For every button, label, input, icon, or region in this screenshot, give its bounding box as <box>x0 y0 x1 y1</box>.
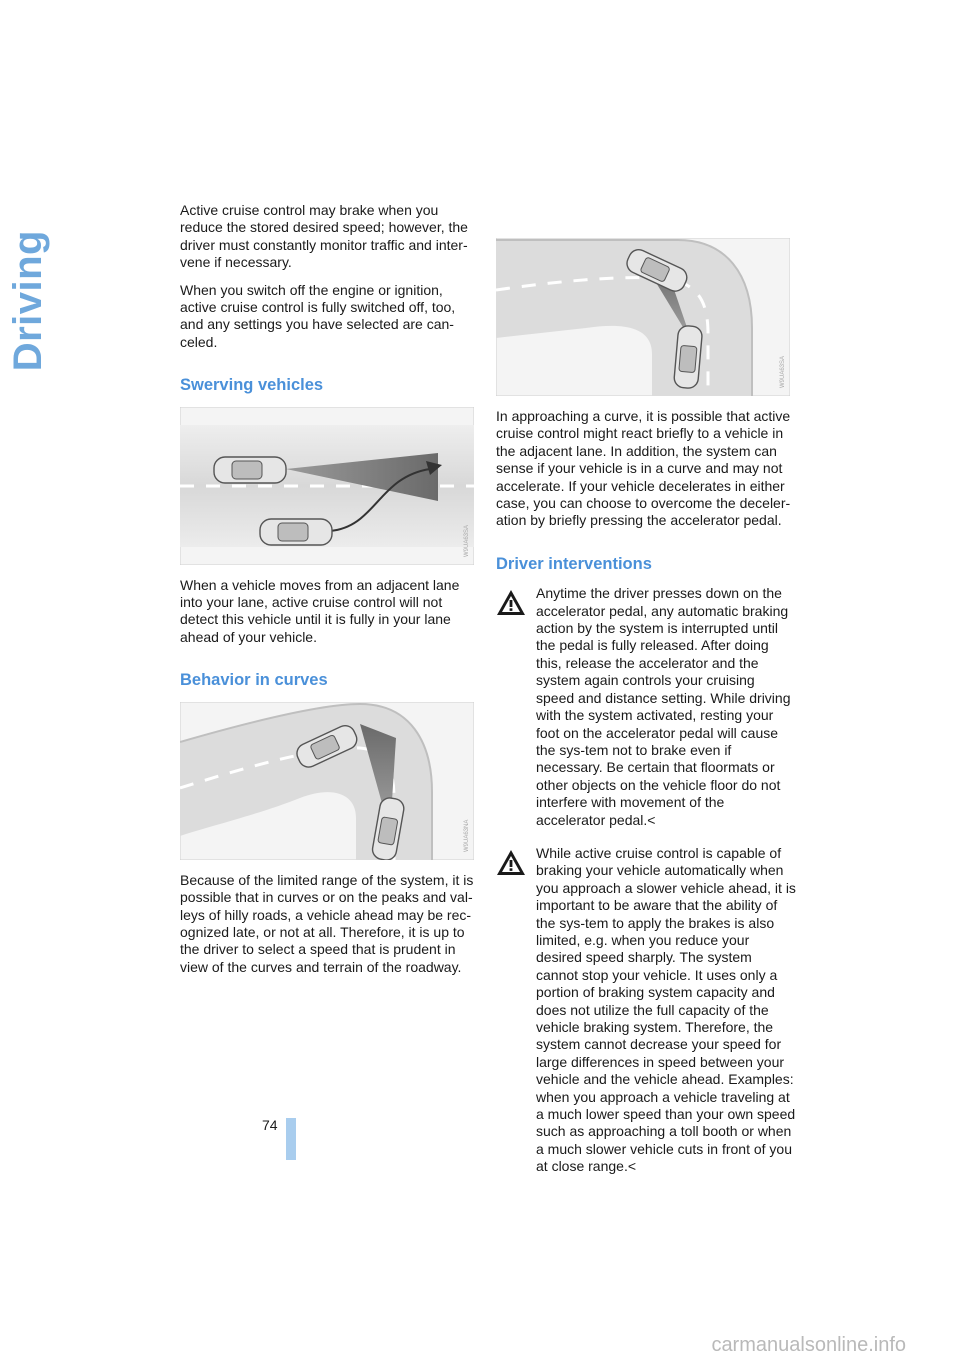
behavior-in-curves-figure <box>180 702 474 860</box>
left-column <box>180 202 480 986</box>
right-column <box>496 238 796 1186</box>
own-car-icon <box>214 457 286 483</box>
svg-text:W9UA63SA: W9UA63SA <box>780 355 786 388</box>
curves-text: Because of the limited range of the system, it is possible that in curves or on the peaks and val-leys of hilly roads, a vehicle ahead may be rec-ognized late, or not at all. Therefore, it is up to the driver to select a speed that is prudent in view of the curves and terrain of the roadway. <box>180 871 474 975</box>
warning-block-2 <box>496 845 796 1186</box>
warning-text-1: Anytime the driver presses down on the accelerator pedal, any automatic braking action by the system is interrupted until the pedal is fully released. After doing this, release the accelerator and the system again controls your cruising speed and distance setting. While driving with the system activated, resting your foot on the accelerator pedal will cause the sys-tem not to brake even if necessary. Be certain that floormats or other objects on the vehicle floor do not interfere with movement of the accelerator pedal.< <box>536 585 791 828</box>
swerving-car-icon <box>260 519 332 545</box>
curves-heading: Behavior in curves <box>180 671 328 690</box>
section-title: Driving <box>6 230 50 372</box>
footer <box>0 1324 960 1358</box>
curve-adjacent-text: In approaching a curve, it is possible that active cruise control might react briefly to a vehicle in the adjacent lane. In addition, the system can sense if your vehicle is in a curve and may not accelerate. If your vehicle decelerates in either case, you can choose to overcome the deceler-ation by briefly pressing the accelerator pedal. <box>496 408 791 529</box>
warning-triangle-icon <box>496 585 536 839</box>
svg-text:W9UA63NA: W9UA63NA <box>464 819 470 852</box>
intro-paragraph-1: Active cruise control may brake when you reduce the stored desired speed; however, the driver must constantly monitor traffic and inter-vene if necessary. <box>180 202 468 271</box>
warning-text-2: While active cruise control is capable of braking your vehicle automatically when you approach a slower vehicle ahead, it is important to be aware that the ability of the sys-tem to apply the brakes is also limited, e.g. when you reduce your desired speed sharply. The system cannot stop your vehicle. It uses only a portion of braking system capacity and does not utilize the full capacity of the vehicle braking system. Therefore, the system cannot decrease your speed for large differences in speed between your vehicle and the vehicle ahead. Examples: when you approach a vehicle traveling at a much lower speed than your own speed such as approaching a toll booth or when a much slower vehicle cuts in front of you at close range.< <box>536 844 796 1175</box>
page-marker-bar <box>286 1118 296 1160</box>
adjacent-lane-curve-figure <box>496 238 790 396</box>
footer-watermark[interactable]: carmanualsonline.info <box>711 1334 906 1356</box>
interventions-heading: Driver interventions <box>496 554 652 573</box>
own-vehicle-icon <box>673 325 702 389</box>
swerving-heading: Swerving vehicles <box>180 376 324 395</box>
intro-paragraph-2: When you switch off the engine or ignition, active cruise control is fully switched off, too, and any settings you have selected are can-celed. <box>180 281 456 350</box>
warning-block-1 <box>496 585 796 839</box>
page-number: 74 <box>262 1117 278 1133</box>
swerving-vehicles-figure <box>180 407 474 565</box>
warning-triangle-icon <box>496 845 536 1186</box>
swerving-text: When a vehicle moves from an adjacent lane into your lane, active cruise control will not detect this vehicle until it is fully in your lane ahead of your vehicle. <box>180 576 460 645</box>
svg-text:W9UA63SA: W9UA63SA <box>464 524 470 557</box>
